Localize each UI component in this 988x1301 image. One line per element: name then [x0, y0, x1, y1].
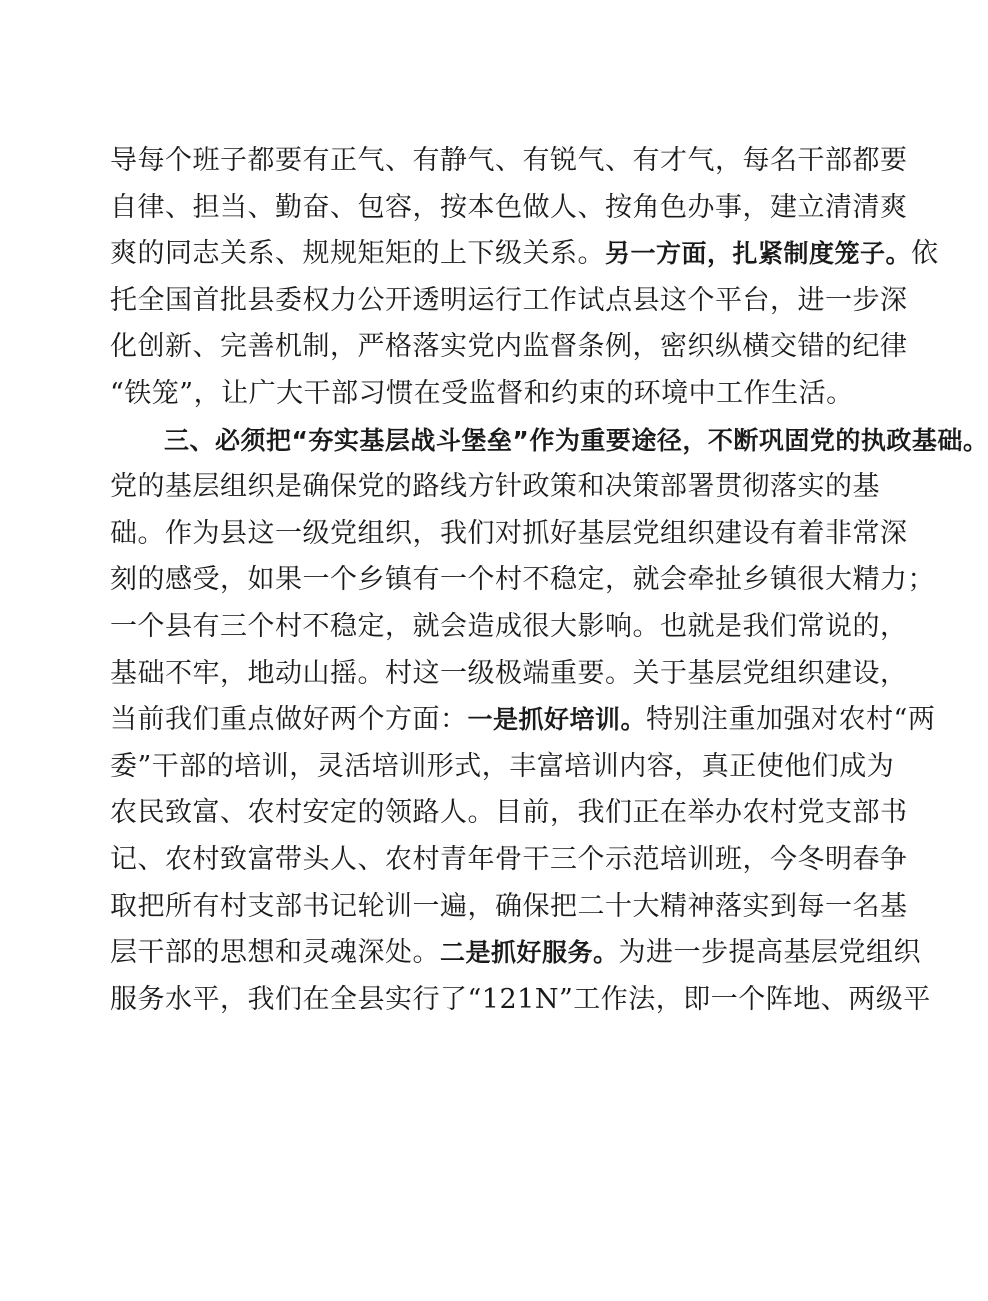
text-line: 一个县有三个村不稳定，就会造成很大影响。也就是我们常说的，	[110, 610, 908, 642]
text-line: 农民致富、农村安定的领路人。目前，我们正在举办农村党支部书	[110, 797, 908, 829]
section-heading: 三、必须把“夯实基层战斗堡垒”作为重要途径，不断巩固党的执政基础。	[164, 425, 988, 455]
bold-emphasis: 另一方面，扎紧制度笼子。	[605, 239, 912, 269]
text-run: 层干部的思想和灵魂深处。	[110, 937, 440, 969]
text-run: 为进一步提高基层党组织	[618, 937, 922, 969]
text-line: 托全国首批县委权力公开透明运行工作试点县这个平台，进一步深	[110, 284, 908, 316]
text-line: 导每个班子都要有正气、有静气、有锐气、有才气，每名干部都要	[110, 145, 908, 176]
bold-emphasis: 一是抓好培训。	[467, 705, 647, 735]
text-line: 党的基层组织是确保党的路线方针政策和决策部署贯彻落实的基	[110, 471, 880, 503]
text-line	[110, 930, 922, 977]
text-line: 化创新、完善机制，严格落实党内监督条例，密织纵横交错的纪律	[110, 331, 908, 363]
text-line: 础。作为县这一级党组织，我们对抓好基层党组织建设有着非常深	[110, 517, 908, 549]
text-run: 特别注重加强对农村“两	[646, 704, 936, 736]
text-run: 当前我们重点做好两个方面：	[110, 704, 468, 736]
text-run: 爽的同志关系、规规矩矩的上下级关系。	[110, 238, 605, 270]
text-line	[110, 231, 939, 278]
bold-emphasis: 二是抓好服务。	[440, 938, 619, 968]
text-line: 记、农村致富带头人、农村青年骨干三个示范培训班，今冬明春争	[110, 843, 908, 875]
text-line: 委”干部的培训，灵活培训形式，丰富培训内容，真正使他们成为	[110, 750, 895, 782]
paragraph-2	[110, 418, 988, 1024]
text-run: 依	[911, 238, 939, 270]
text-line: 取把所有村支部书记轮训一遍，确保把二十大精神落实到每一名基	[110, 890, 908, 922]
text-line: 基础不牢，地动山摇。村这一级极端重要。关于基层党组织建设，	[110, 657, 908, 689]
paragraph-1	[110, 138, 939, 418]
text-line	[110, 697, 936, 744]
text-line: 自律、担当、勤奋、包容，按本色做人、按角色办事，建立清清爽	[110, 191, 908, 223]
text-line: 刻的感受，如果一个乡镇有一个村不稳定，就会牵扯乡镇很大精力；	[110, 564, 935, 596]
text-line: 服务水平，我们在全县实行了“121N”工作法，即一个阵地、两级平	[110, 983, 931, 1015]
document-body	[110, 138, 988, 1023]
text-line: “铁笼”，让广大干部习惯在受监督和约束的环境中工作生活。	[110, 377, 854, 409]
